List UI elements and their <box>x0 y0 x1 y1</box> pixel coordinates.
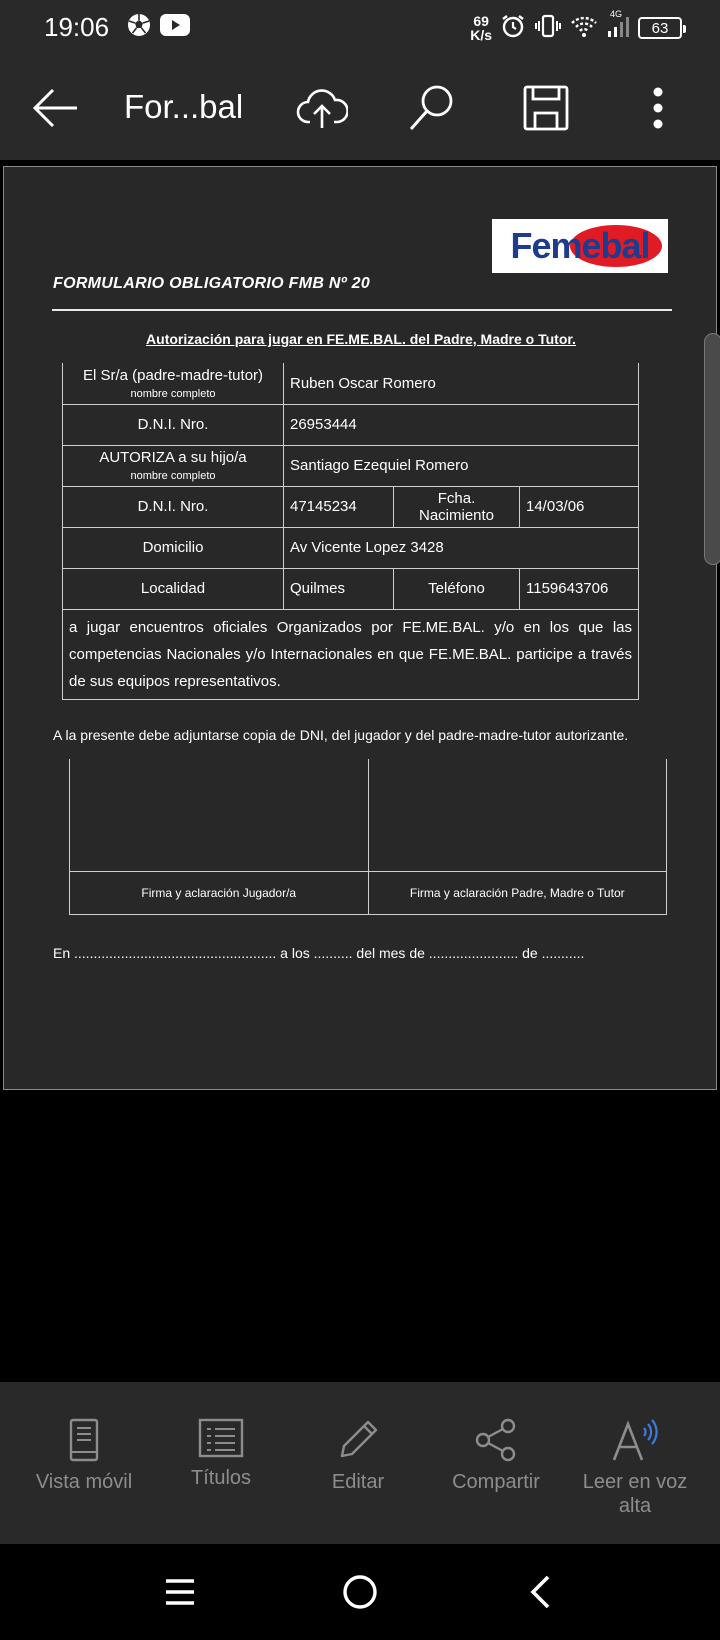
edit-button[interactable]: Editar <box>288 1418 428 1494</box>
dni-value[interactable]: 26953444 <box>284 404 639 445</box>
read-aloud-button[interactable]: Leer en voz alta <box>565 1418 705 1518</box>
mobile-view-button[interactable]: Vista móvil <box>14 1418 154 1494</box>
form-title: FORMULARIO OBLIGATORIO FMB Nº 20 <box>53 275 371 292</box>
search-button[interactable] <box>404 80 460 136</box>
app-toolbar <box>0 56 720 160</box>
soccer-ball-icon <box>126 12 152 43</box>
telefono-value[interactable]: 1159643706 <box>520 568 639 609</box>
battery-indicator: 63 <box>638 17 682 39</box>
dni2-value[interactable]: 47145234 <box>284 486 394 527</box>
alarm-icon <box>500 13 526 44</box>
search-icon <box>407 83 457 133</box>
birthdate-value[interactable]: 14/03/06 <box>520 486 639 527</box>
youtube-icon <box>160 14 190 41</box>
dni-note: A la presente debe adjuntarse copia de DNI, del jugador y del padre-madre-tutor autorizante. <box>53 727 629 743</box>
more-vertical-icon <box>652 86 664 130</box>
back-chevron-icon <box>528 1574 552 1610</box>
pencil-icon <box>336 1418 380 1462</box>
headings-icon <box>198 1418 244 1458</box>
save-button[interactable] <box>518 80 574 136</box>
vibrate-icon <box>534 14 562 43</box>
bottom-action-bar <box>0 1382 720 1544</box>
back-arrow-icon <box>31 86 81 130</box>
back-button[interactable] <box>28 80 84 136</box>
scroll-handle[interactable] <box>704 333 720 565</box>
menu-icon <box>164 1578 196 1606</box>
home-circle-icon <box>342 1574 378 1610</box>
table-row <box>63 486 639 527</box>
tutor-label-cell: El Sr/a (padre-madre-tutor) nombre completo <box>63 363 284 404</box>
signal-icon: 4G <box>606 13 630 44</box>
parent-signature-box[interactable] <box>368 759 667 872</box>
back-nav-button[interactable] <box>510 1562 570 1622</box>
telefono-label: Teléfono <box>394 568 520 609</box>
birthdate-label: Fcha. Nacimiento <box>394 486 520 527</box>
title-divider <box>52 309 672 311</box>
status-bar <box>0 0 720 56</box>
table-row <box>63 527 639 568</box>
dni2-label: D.N.I. Nro. <box>63 486 284 527</box>
player-signature-box[interactable] <box>70 759 369 872</box>
femebal-logo: Femebal <box>492 219 668 273</box>
table-row <box>63 609 639 699</box>
authorization-paragraph: a jugar encuentros oficiales Organizados por FE.ME.BAL. y/o en los que las competencias Nacionales y/o Internacionales en que FE.ME.BAL. participe a través de sus equipos representativos. <box>63 609 639 699</box>
domicilio-label: Domicilio <box>63 527 284 568</box>
domicilio-value[interactable]: Av Vicente Lopez 3428 <box>284 527 639 568</box>
headings-button[interactable]: Títulos <box>151 1418 291 1490</box>
date-line: En .................................................... a los .......... del mes de ....................... de ........... <box>53 945 585 961</box>
authorization-table <box>62 363 639 700</box>
signature-table <box>69 759 667 915</box>
save-icon <box>522 84 570 132</box>
parent-signature-label: Firma y aclaración Padre, Madre o Tutor <box>368 872 667 915</box>
share-button[interactable]: Compartir <box>426 1418 566 1494</box>
mobile-view-icon <box>69 1418 99 1462</box>
table-row <box>63 568 639 609</box>
menu-nav-button[interactable] <box>150 1562 210 1622</box>
child-name-value[interactable]: Santiago Ezequiel Romero <box>284 445 639 486</box>
status-time: 19:06 <box>44 12 110 42</box>
cloud-upload-icon <box>296 86 348 130</box>
share-icon <box>474 1418 518 1462</box>
wifi-icon <box>570 14 598 43</box>
system-nav-bar <box>0 1544 720 1640</box>
form-subtitle: Autorización para jugar en FE.ME.BAL. del Padre, Madre o Tutor. <box>146 331 576 347</box>
player-signature-label: Firma y aclaración Jugador/a <box>70 872 369 915</box>
upload-button[interactable] <box>294 80 350 136</box>
read-aloud-icon <box>610 1418 660 1462</box>
document-page[interactable] <box>3 166 717 1090</box>
table-row <box>63 445 639 486</box>
home-nav-button[interactable] <box>330 1562 390 1622</box>
dni-label: D.N.I. Nro. <box>63 404 284 445</box>
document-title: For...bal <box>124 88 244 125</box>
tutor-name-value[interactable]: Ruben Oscar Romero <box>284 363 639 404</box>
autoriza-label-cell: AUTORIZA a su hijo/a nombre completo <box>63 445 284 486</box>
network-speed: 69 K/s <box>470 13 492 43</box>
localidad-label: Localidad <box>63 568 284 609</box>
more-options-button[interactable] <box>630 80 686 136</box>
table-row <box>63 404 639 445</box>
localidad-value[interactable]: Quilmes <box>284 568 394 609</box>
table-row <box>63 363 639 404</box>
